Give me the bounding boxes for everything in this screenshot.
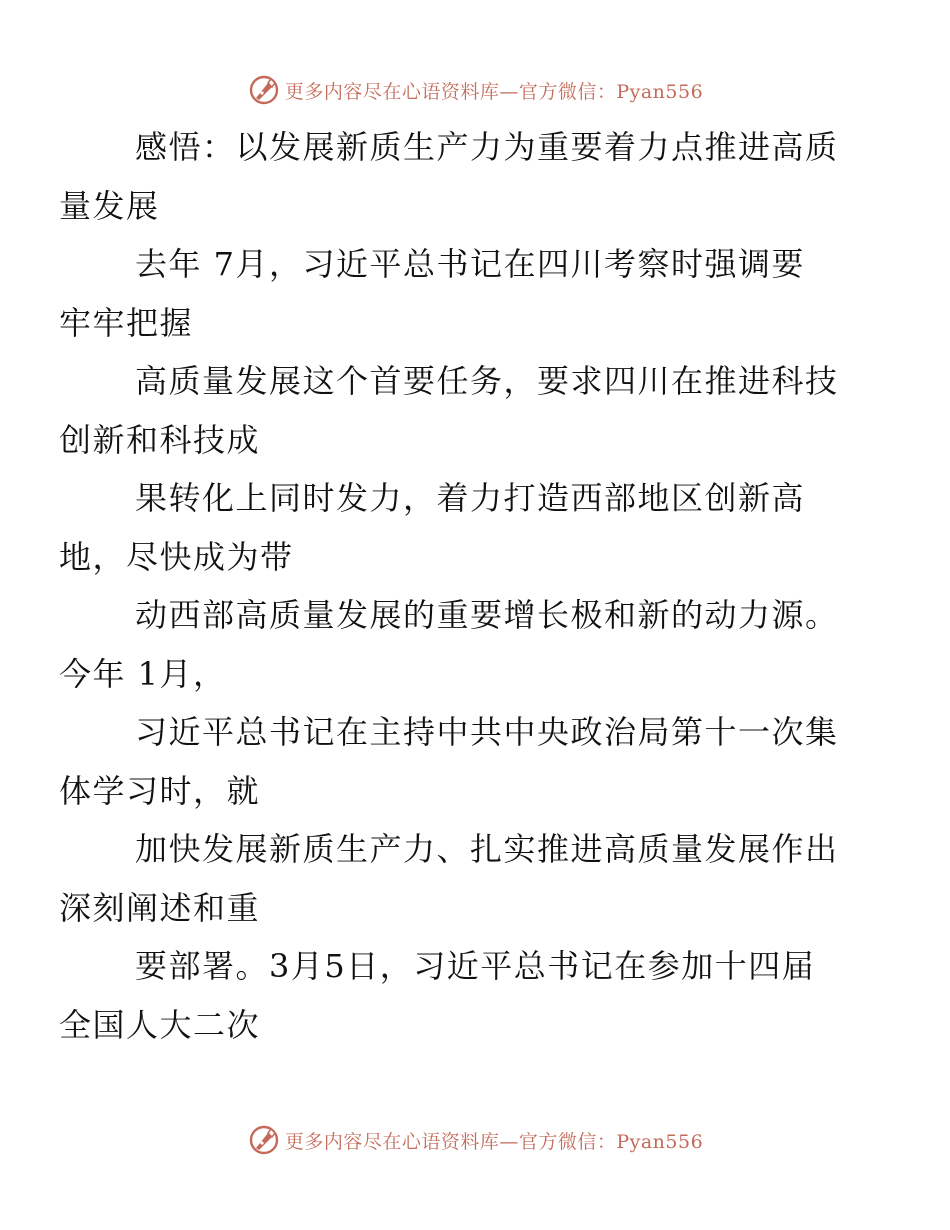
footer-banner <box>0 1120 950 1160</box>
paragraph-line: 深刻阐述和重 <box>59 888 261 927</box>
paragraph <box>59 703 867 820</box>
paragraph-line: 要部署。3月5日，习近平总书记在参加十四届 <box>135 947 816 985</box>
paragraph <box>59 118 867 235</box>
paragraph-line: 习近平总书记在主持中共中央政治局第十一次集 <box>135 713 839 751</box>
paragraph-line: 果转化上同时发力，着力打造西部地区创新高 <box>135 479 806 517</box>
paragraph-line: 地，尽快成为带 <box>59 537 294 576</box>
pen-nib-circle-icon <box>247 1123 281 1157</box>
pen-nib-circle-icon <box>247 73 281 107</box>
header-banner <box>0 70 950 110</box>
paragraph <box>59 469 867 586</box>
paragraph-line: 加快发展新质生产力、扎实推进高质量发展作出 <box>135 830 839 868</box>
paragraph-line: 体学习时，就 <box>59 771 261 810</box>
paragraph-line: 牢牢把握 <box>59 303 194 342</box>
paragraph <box>59 586 867 703</box>
paragraph <box>59 352 867 469</box>
paragraph <box>59 235 867 352</box>
paragraph-line: 全国人大二次 <box>59 1005 261 1044</box>
paragraph-line: 量发展 <box>59 186 160 225</box>
document-body <box>59 118 867 1054</box>
paragraph-line: 动西部高质量发展的重要增长极和新的动力源。 <box>135 596 839 634</box>
header-banner-text: 更多内容尽在心语资料库—官方微信：Pyan556 <box>284 80 704 103</box>
paragraph-line: 感悟：以发展新质生产力为重要着力点推进高质 <box>135 128 839 166</box>
paragraph-line: 创新和科技成 <box>59 420 261 459</box>
footer-banner-text: 更多内容尽在心语资料库—官方微信：Pyan556 <box>284 1130 704 1153</box>
paragraph-line: 今年 1月， <box>59 654 227 693</box>
paragraph <box>59 937 867 1054</box>
paragraph-line: 高质量发展这个首要任务，要求四川在推进科技 <box>135 362 839 400</box>
paragraph <box>59 820 867 937</box>
paragraph-line: 去年 7月，习近平总书记在四川考察时强调要 <box>135 245 806 283</box>
